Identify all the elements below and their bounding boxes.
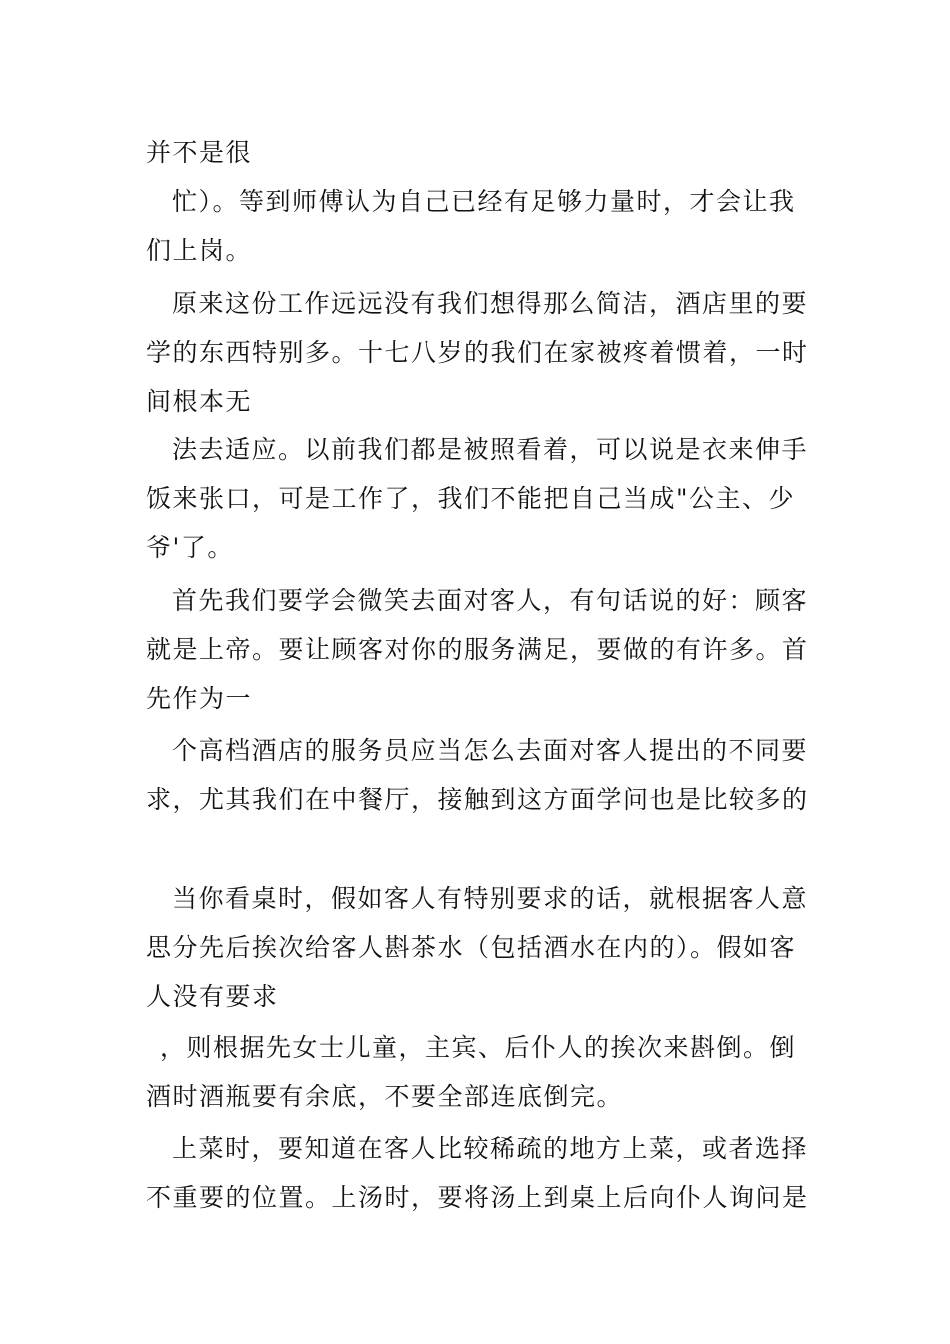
text-line: 就是上帝。要让顾客对你的服务满足，要做的有许多。首 xyxy=(146,635,809,664)
text-line: 思分先后挨次给客人斟茶水（包括酒水在内的）。假如客 xyxy=(146,933,797,962)
text-line: ，则根据先女士儿童，主宾、后仆人的挨次来斟倒。倒 xyxy=(160,1033,797,1062)
text-line: 忙）。等到师傅认为自己已经有足够力量时，才会让我 xyxy=(172,187,796,216)
text-line: 饭来张口，可是工作了，我们不能把自己当成"公主、少 xyxy=(146,484,796,513)
text-line: 法去适应。以前我们都是被照看着，可以说是衣来伸手 xyxy=(172,435,809,464)
text-line: 学的东西特别多。十七八岁的我们在家被疼着惯着，一时 xyxy=(146,338,809,367)
text-line: 先作为一 xyxy=(146,684,253,713)
text-line: 爷'了。 xyxy=(146,533,234,562)
paragraph-start: 上菜时，要知道在客人比较稀疏的地方上菜，或者选择 xyxy=(172,1134,809,1163)
text-line: 个高档酒店的服务员应当怎么去面对客人提出的不同要 xyxy=(172,736,809,765)
text-line: 不重要的位置。上汤时，要将汤上到桌上后向仆人询问是 xyxy=(146,1183,809,1212)
text-line: 人没有要求 xyxy=(146,982,279,1011)
paragraph-start: 首先我们要学会微笑去面对客人，有句话说的好：顾客 xyxy=(172,586,809,615)
paragraph-start: 原来这份工作远远没有我们想得那么简洁，酒店里的要 xyxy=(172,289,809,318)
text-line: 酒时酒瓶要有余底，不要全部连底倒完。 xyxy=(146,1082,624,1111)
text-line: 求，尤其我们在中餐厅，接触到这方面学问也是比较多的 xyxy=(146,785,809,814)
paragraph-start: 当你看桌时，假如客人有特别要求的话，就根据客人意 xyxy=(172,884,809,913)
text-line: 们上岗。 xyxy=(146,236,253,265)
text-line: 间根本无 xyxy=(146,387,253,416)
text-line: 并不是很 xyxy=(146,138,253,167)
